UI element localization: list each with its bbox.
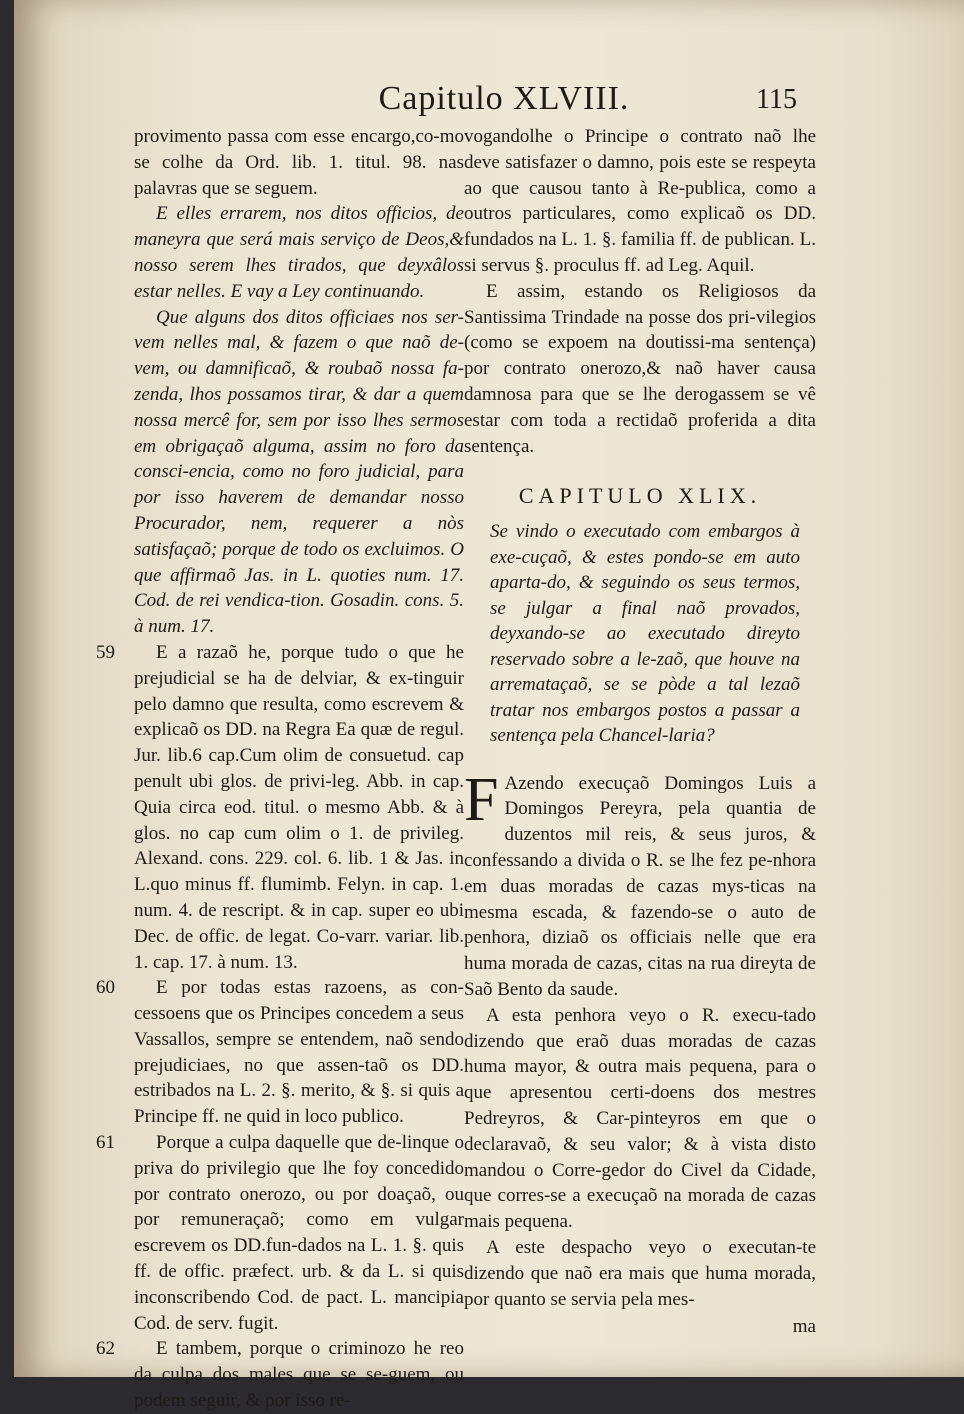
paragraph-text: Azendo execuçaõ Domingos Luis a Domingos Pereyra, pela quantia de duzentos mil reis, & seus juros, & confessando a divida o R. se lhe fez pe-nhora em duas moradas de cazas mys-ticas na mesma escada, & fazendo-se o auto de penhora, diziaõ os officiais nelle que era huma morada de cazas, citas na rua direyta de Saõ Bento da saude. [464, 772, 816, 1001]
paragraph: vogandolhe o Principe o contrato naõ lhe deve satisfazer o damno, pois este se respeyta ao que causou tanto à Re-publica, como a outros particulares, como explicaõ os DD. fundados na L. 1. §. familia ff. de publican. L. si servus §. proculus ff. ad Leg. Aquil. [464, 126, 816, 276]
page-header [14, 70, 964, 120]
drop-cap: F [464, 765, 499, 834]
chapter-heading: CAPITULO XLIX. [518, 483, 762, 509]
running-title: Capitulo XLVIII. [378, 80, 630, 117]
right-column [464, 124, 816, 1340]
paragraph: E assim, estando os Religiosos da Santissima Trindade na posse dos pri-vilegios (como se expoem na doutissi-ma sentença) por contrato onerozo,& naõ haver causa damnosa para que se lhe derogassem se vê estar com toda a rectidaõ proferida a dita sentença. [464, 280, 816, 457]
numbered-paragraph [96, 975, 464, 1130]
quoted-law-paragraph: E elles errarem, nos ditos officios, de maneyra que será mais serviço de Deos,& nosso serem lhes tirados, que deyxâlos estar nelles. E vay a Ley continuando. [134, 203, 464, 302]
page-number: 115 [756, 84, 797, 115]
marginal-number: 60 [96, 977, 115, 999]
book-page [14, 0, 964, 1412]
paragraph: Porque a culpa daquelle que de-linque o priva do privilegio que lhe foy concedido por contrato onerozo, ou por doaçaõ, ou por remuneraçaõ; como em vulgar escrevem os DD.fun-dados na L. 1. §. quis ff. de offic. præfect. urb. & da L. si quis inconscribendo Cod. de pact. L. mancipia Cod. de serv. fugit. [134, 1132, 464, 1334]
marginal-number: 59 [96, 641, 115, 663]
chapter-summary: Se vindo o executado com embargos à exe-cuçaõ, & estes pondo-se em auto aparta-do, & seguindo os seus termos, se julgar a final naõ provados, deyxando-se ao executado direyto reservado sobre a le-zaõ, que houve na arremataçaõ, se se pòde a tal lezaõ tratar nos embargos postos a passar a sentença pela Chancel-laria? [490, 521, 800, 747]
left-column [96, 124, 464, 1414]
opening-paragraph [464, 765, 816, 1003]
paragraph: E por todas estas razoens, as con-cessoens que os Principes concedem a seus Vassallos, sempre se entendem, naõ sendo prejudiciaes, no que assen-taõ os DD. estribados na L. 2. §. merito, & §. si quis a Principe ff. ne quid in loco publico. [134, 977, 464, 1128]
paragraph: E a razaõ he, porque tudo o que he prejudicial se ha de delviar, & ex-tinguir pelo damno que resulta, como escrevem & explicaõ os DD. na Regra Ea quæ de regul. Jur. lib.6 cap.Cum olim de consuetud. cap penult ubi glos. de privi-leg. Abb. in cap. Quia circa eod. titul. o mesmo Abb. & à glos. no cap cum olim o 1. de privileg. Alexand. cons. 229. col. 6. lib. 1 & Jas. in L.quo minus ff. flumimb. Felyn. in cap. 1. num. 4. de rescript. & in cap. super eo ubi Dec. de offic. de legat. Co-varr. variar. lib. 1. cap. 17. à num. 13. [134, 641, 464, 973]
numbered-paragraph [96, 1130, 464, 1336]
quoted-law-paragraph: Que alguns dos ditos officiaes nos ser-vem nelles mal, & fazem o que naõ de-vem, ou damnificaõ, & roubaõ nossa fa-zenda, lhos possamos tirar, & dar a quem nossa mercê for, sem por isso lhes sermos em obrigaçaõ alguma, assim no foro da consci-encia, como no foro judicial, para por isso haverem de demandar nosso Procurador, nem, requerer a nòs satisfaçaõ; porque de todo os excluimos. O que affirmaõ Jas. in L. quoties num. 17. Cod. de rei vendica-tion. Gosadin. cons. 5. à num. 17. [134, 306, 464, 638]
marginal-number: 62 [96, 1338, 115, 1360]
numbered-paragraph [96, 1336, 464, 1413]
paragraph: A esta penhora veyo o R. execu-tado dizendo que eraõ duas moradas de cazas huma mayor, & outra mais pequena, para o que apresentou certi-doens dos mestres Pedreyros, & Car-pinteyros em que o declaravaõ, & seu valor; & à vista disto mandou o Corre-gedor do Civel da Cidade, que corres-se a execuçaõ na morada de cazas mais pequena. [464, 1004, 816, 1233]
numbered-paragraph [96, 640, 464, 975]
paragraph: A este despacho veyo o executan-te dizendo que naõ era mais que huma morada, por quanto se servia pela mes- [464, 1237, 816, 1310]
paragraph: E tambem, porque o criminozo he reo da culpa dos males que se se-guem, ou podem seguir, & por isso re- [134, 1338, 464, 1412]
paragraph: provimento passa com esse encargo,co-mo se colhe da Ord. lib. 1. titul. 98. nas palavras que se seguem. [134, 126, 464, 199]
marginal-number: 61 [96, 1132, 115, 1154]
catchword: ma [792, 1316, 816, 1338]
